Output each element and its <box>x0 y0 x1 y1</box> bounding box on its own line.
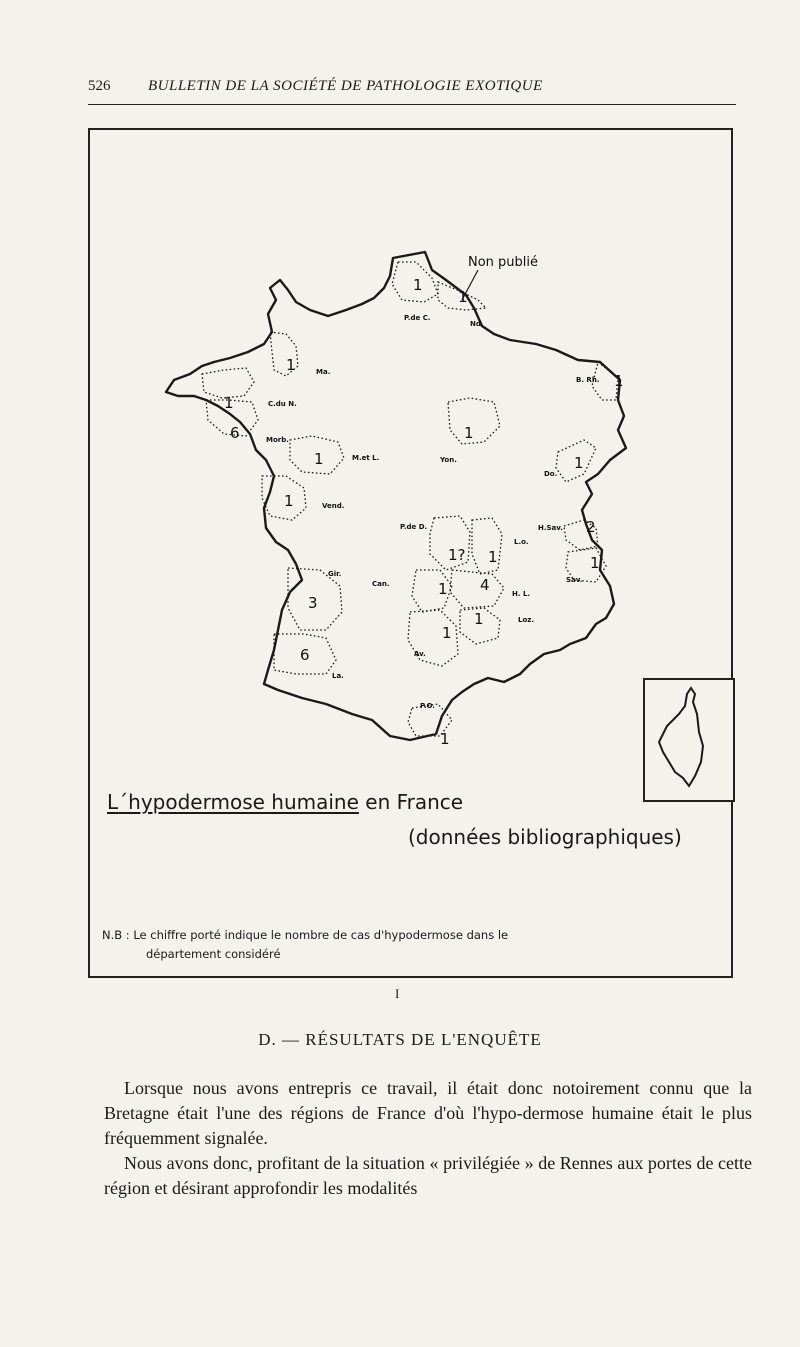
dept-haute-loire <box>450 570 504 608</box>
abbr-landes: La. <box>332 672 344 680</box>
abbr-pas-de-calais: P.de C. <box>404 314 431 322</box>
running-head: BULLETIN DE LA SOCIÉTÉ DE PATHOLOGIE EXOTIQUE <box>148 78 543 94</box>
abbr-puy-de-dome: P.de D. <box>400 523 428 531</box>
abbr-haute-savoie: H.Sav. <box>538 524 563 532</box>
figure-number: I <box>395 986 400 1001</box>
figure-subtitle: (données bibliographiques) <box>408 825 682 849</box>
page-number: 526 <box>88 78 111 94</box>
abbr-pyrenees-orientales: P.O. <box>420 702 435 710</box>
corsica-outline <box>645 680 733 800</box>
count-savoie: 1 <box>590 554 600 572</box>
count-manche: 1 <box>286 356 296 374</box>
abbr-loire: L.o. <box>514 538 529 546</box>
france-outline <box>166 252 626 740</box>
callout-text: Non publié <box>468 255 539 270</box>
corsica-inset <box>643 678 735 802</box>
abbr-aveyron: Av. <box>414 650 426 658</box>
dept-yonne <box>448 398 500 444</box>
france-map <box>90 130 735 980</box>
figure-note-line1: N.B : Le chiffre porté indique le nombre de cas d'hypodermose dans le <box>102 928 509 942</box>
abbr-manche: Ma. <box>316 368 331 376</box>
abbr-lozere: Loz. <box>518 616 535 624</box>
abbr-maine-et-loire: M.et L. <box>352 454 380 462</box>
count-yonne: 1 <box>464 424 474 442</box>
abbr-morbihan: Morb. <box>266 436 289 444</box>
count-gironde: 3 <box>308 594 318 612</box>
page-header <box>88 76 736 100</box>
body-text <box>104 1076 752 1201</box>
count-cotes-du-nord: 1 <box>224 394 234 412</box>
count-loire: 1 <box>488 548 498 566</box>
count-doubs: 1 <box>574 454 584 472</box>
count-landes: 6 <box>300 646 310 664</box>
abbr-cantal: Can. <box>372 580 390 588</box>
section-title: D. — RÉSULTATS DE L'ENQUÊTE <box>258 1030 542 1049</box>
count-pas-de-calais: 1 <box>413 276 423 294</box>
figure-title-rest: en France <box>358 790 464 814</box>
abbr-gironde: Gir. <box>328 570 342 578</box>
count-maine-et-loire: 1 <box>314 450 324 468</box>
abbr-savoie: Sav. <box>566 576 583 584</box>
count-haute-loire: 4 <box>480 576 490 594</box>
body-paragraph-2: Nous avons donc, profitant de la situation « privilégiée » de Rennes aux portes de cette région et désirant approfondir les modalités <box>104 1153 752 1198</box>
figure-note <box>102 926 722 964</box>
abbr-nord: Nd. <box>470 320 484 328</box>
figure-note-line2: département considéré <box>146 947 281 961</box>
count-lozere: 1 <box>474 610 484 628</box>
abbr-bas-rhin: B. Rh. <box>576 376 600 384</box>
body-paragraph-1: Lorsque nous avons entrepris ce travail, il était donc notoirement connu que la Bretagne était l'une des régions de France d'où l'hypo-dermose humaine était le plus fréquemment signalée. <box>104 1078 752 1148</box>
count-pyrenees-orientales: 1 <box>440 730 450 748</box>
figure-map <box>88 128 733 978</box>
count-haute-savoie: 2 <box>586 518 596 536</box>
figure-title-underlined: ´hypodermose humaine <box>118 790 359 814</box>
count-aveyron: 1 <box>442 624 452 642</box>
abbr-yonne: Yon. <box>440 456 457 464</box>
count-puy-de-dome: 1? <box>448 546 466 564</box>
count-nord: 1 <box>458 288 468 306</box>
count-bas-rhin: 1 <box>614 372 624 390</box>
abbr-vendee: Vend. <box>322 502 345 510</box>
count-cantal: 1 <box>438 580 448 598</box>
abbr-doubs: Do. <box>544 470 558 478</box>
figure-title-prefix: L <box>107 790 119 814</box>
count-vendee: 1 <box>284 492 294 510</box>
abbr-cotes-du-nord: C.du N. <box>268 400 297 408</box>
figure-title <box>107 790 463 814</box>
abbr-haute-loire: H. L. <box>512 590 531 598</box>
count-morbihan: 6 <box>230 424 240 442</box>
header-rule <box>88 104 736 105</box>
